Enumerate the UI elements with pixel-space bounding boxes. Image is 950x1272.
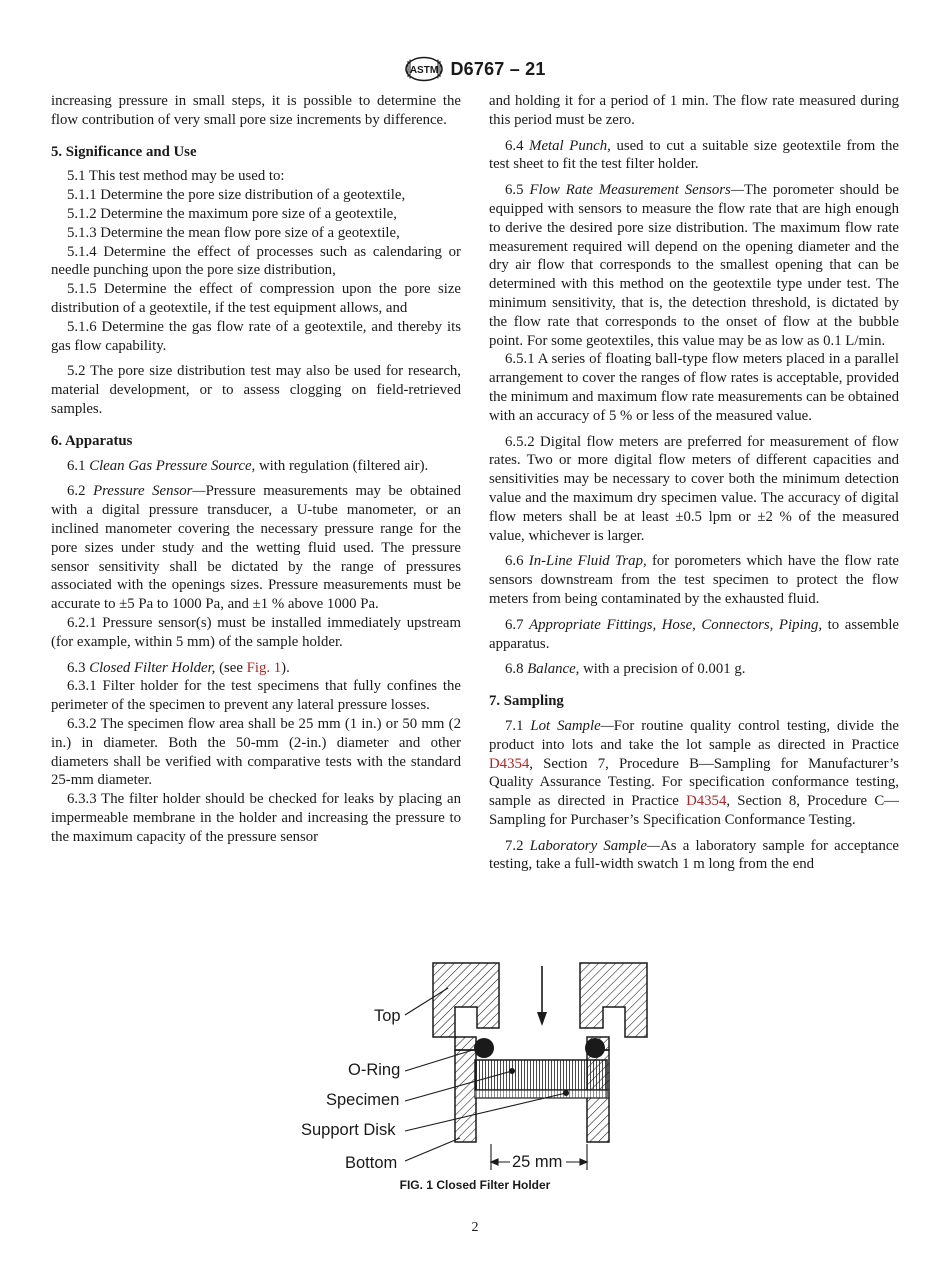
para-5-1-6: 5.1.6 Determine the gas flow rate of a geotextile, and thereby its gas flow capability. bbox=[51, 318, 461, 354]
fig-1-link[interactable]: Fig. 1 bbox=[246, 659, 282, 676]
closed-filter-holder-figure bbox=[298, 958, 658, 1173]
page-number: 2 bbox=[471, 1220, 479, 1235]
top-cap-right bbox=[580, 963, 647, 1037]
para-5-1-5: 5.1.5 Determine the effect of compression upon the pore size distribution of a geotextile, if the test equipment allows, and bbox=[51, 281, 461, 316]
label-support-disk: Support Disk bbox=[301, 1121, 396, 1139]
para-6-5: 6.5 Flow Rate Measurement Sensors—The porometer should be equipped with sensors to measure the flow rate that are high enough to derive the desired pore size distribution. The maximum flow rate measurement required will depend on the opening diameter and the dry air flow that corresponds to the smallest opening that can be determined with this method on the geotextile type under test. The minimum sensitivity, that is, the detection threshold, is dictated by the flow rate that corresponds to the onset of flow at the bubble point. For some geotextiles, this value may be as low as 0.1 L/min. bbox=[489, 182, 899, 349]
astm-logo-icon bbox=[404, 56, 444, 82]
para-6-8: 6.8 Balance, with a precision of 0.001 g. bbox=[505, 661, 746, 678]
svg-text:ASTM: ASTM bbox=[410, 65, 439, 76]
continued-paragraph: and holding it for a period of 1 min. The flow rate measured during this period must be zero. bbox=[489, 93, 899, 128]
intro-paragraph: increasing pressure in small steps, it is possible to determine the flow contribution of very small pore size increments by difference. bbox=[51, 93, 461, 128]
para-5-1-1: 5.1.1 Determine the pore size distribution of a geotextile, bbox=[67, 187, 406, 204]
para-6-2: 6.2 Pressure Sensor—Pressure measurements may be obtained with a digital pressure transducer, a U-tube manometer, or an inclined manometer covering the necessary pressure range for the pore sizes under study and the wetting fluid used. The pressure sensor sensitivity shall be dictated by the range of pressures associated with the openings sizes. Pressure measurements must be accurate to ±5 Pa to 1000 Pa, and ±1 % above 1000 Pa. bbox=[51, 483, 461, 613]
para-6-5-1: 6.5.1 A series of floating ball-type flow meters placed in a parallel arrangement to cover the ranges of flow rates is acceptable, provided the minimum and maximum flow rate measurements can be obtained with an accuracy of 5 % or less of the measured value. bbox=[489, 351, 899, 424]
specimen-layer bbox=[475, 1060, 607, 1090]
para-6-4: 6.4 Metal Punch, used to cut a suitable size geotextile from the test sheet to fit the test filter holder. bbox=[489, 137, 899, 173]
designation-title: D6767 – 21 bbox=[450, 58, 546, 79]
label-top: Top bbox=[374, 1007, 401, 1025]
para-5-1-2: 5.1.2 Determine the maximum pore size of a geotextile, bbox=[67, 205, 397, 222]
right-column bbox=[489, 92, 899, 874]
para-6-3-2: 6.3.2 The specimen flow area shall be 25 mm (1 in.) or 50 mm (2 in.) in diameter. Both the 50-mm (2-in.) diameter and other diameters shall be verified with comparative tests with the standard 25-mm diameter. bbox=[51, 715, 461, 789]
para-5-1-4: 5.1.4 Determine the effect of processes such as calendaring or needle punching upon the pore size distribution, bbox=[51, 243, 461, 279]
top-cap-left bbox=[433, 963, 499, 1037]
d4354-link-1[interactable]: D4354 bbox=[489, 755, 530, 772]
label-bottom: Bottom bbox=[345, 1154, 398, 1172]
para-5-2: 5.2 The pore size distribution test may also be used for research, material development, or to assess clogging on field-retrieved samples. bbox=[51, 363, 461, 417]
label-specimen: Specimen bbox=[326, 1091, 400, 1109]
para-7-2: 7.2 Laboratory Sample—As a laboratory sample for acceptance testing, take a full-width swatch 1 m long from the end bbox=[489, 837, 899, 873]
flow-arrow-icon bbox=[537, 966, 547, 1026]
page-header bbox=[0, 56, 950, 87]
figure-caption: FIG. 1 Closed Filter Holder bbox=[399, 1178, 551, 1192]
para-5-1: 5.1 This test method may be used to: bbox=[67, 168, 285, 185]
o-ring-right bbox=[585, 1038, 605, 1058]
left-column bbox=[51, 92, 461, 846]
para-6-1: 6.1 Clean Gas Pressure Source, with regulation (filtered air). bbox=[67, 457, 429, 474]
section-6-heading: 6. Apparatus bbox=[51, 432, 133, 449]
para-6-7: 6.7 Appropriate Fittings, Hose, Connectors, Piping, to assemble apparatus. bbox=[489, 616, 899, 652]
para-6-3: 6.3 Closed Filter Holder, (see Fig. 1). bbox=[67, 659, 290, 676]
para-6-3-3: 6.3.3 The filter holder should be checked for leaks by placing an impermeable membrane in the holder and increasing the pressure to the maximum capacity of the pressure sensor bbox=[51, 791, 461, 845]
label-dimension: 25 mm bbox=[512, 1153, 563, 1171]
para-7-1: 7.1 Lot Sample—For routine quality control testing, divide the product into lots and take the lot sample as directed in Practice D4354, Section 7, Procedure B—Sampling for Manufacturer’s Quality Assurance Testing. For specification conformance testing, sample as directed in Practice D4354, Section 8, Procedure C—Sampling for Purchaser’s Specification Conformance Testing. bbox=[489, 717, 899, 828]
bottom-body-left bbox=[455, 1050, 476, 1142]
d4354-link-2[interactable]: D4354 bbox=[686, 793, 727, 810]
o-ring-left bbox=[474, 1038, 494, 1058]
para-6-5-2: 6.5.2 Digital flow meters are preferred for measurement of flow rates. Two or more digital flow meters of different capacities and sensitivities may be necessary to cover both the minimum detection value and the maximum dry specimen value. The accuracy of digital flow meters shall be at least ±0.5 lpm or ±2 % of the measured value, whichever is larger. bbox=[489, 433, 899, 544]
para-6-6: 6.6 In-Line Fluid Trap, for porometers which have the flow rate sensors downstream from the test specimen to protect the flow meters from being contaminated by the exhausted fluid. bbox=[489, 553, 900, 607]
para-6-2-1: 6.2.1 Pressure sensor(s) must be installed immediately upstream (for example, within 5 mm) of the sample holder. bbox=[51, 614, 461, 650]
section-5-heading: 5. Significance and Use bbox=[51, 143, 197, 160]
section-7-heading: 7. Sampling bbox=[489, 693, 564, 710]
para-5-1-3: 5.1.3 Determine the mean flow pore size of a geotextile, bbox=[67, 224, 400, 241]
label-o-ring: O-Ring bbox=[348, 1061, 401, 1079]
para-6-3-1: 6.3.1 Filter holder for the test specimens that fully confines the perimeter of the specimen to prevent any lateral pressure losses. bbox=[51, 678, 461, 714]
